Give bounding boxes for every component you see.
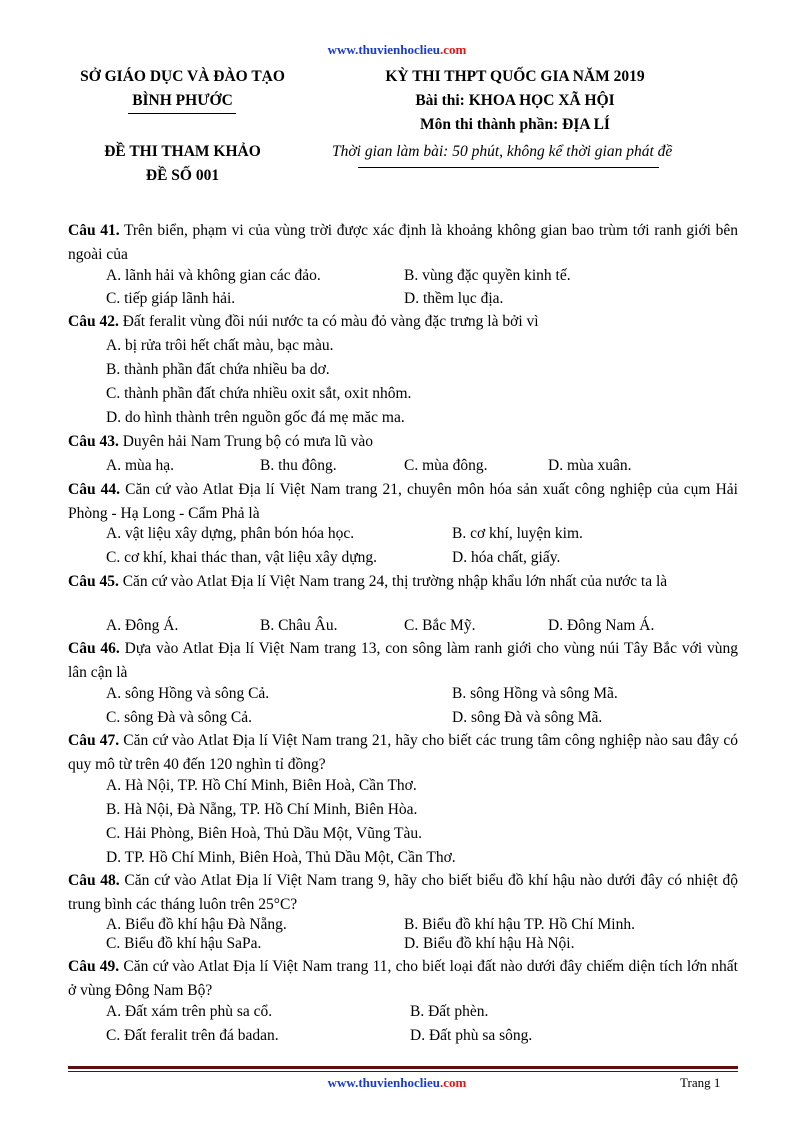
question-label: Câu 42. [68,313,119,330]
option-48-c: C. Biểu đồ khí hậu SaPa. [106,935,262,952]
option-46-d: D. sông Đà và sông Mã. [452,709,603,726]
option-42-a: A. bị rửa trôi hết chất màu, bạc màu. [106,337,334,354]
footer-rule-thin [68,1071,738,1072]
option-46-a: A. sông Hồng và sông Cả. [106,685,270,702]
option-45-b: B. Châu Âu. [260,617,338,634]
option-46-b: B. sông Hồng và sông Mã. [452,685,618,702]
exam-title: KỲ THI THPT QUỐC GIA NĂM 2019 [385,68,645,85]
exam-subject-group: Bài thi: KHOA HỌC XÃ HỘI [415,92,615,109]
option-43-a: A. mùa hạ. [106,457,175,474]
option-49-a: A. Đất xám trên phù sa cổ. [106,1003,273,1020]
question-text: Duyên hải Nam Trung bộ có mưa lũ vào [118,433,374,450]
option-45-a: A. Đông Á. [106,617,179,634]
question-text: Dựa vào Atlat Địa lí Việt Nam trang 13, con sông làm ranh giới cho vùng núi Tây Bắc với vùng lân cận là [68,640,738,681]
exam-number: ĐỀ SỐ 001 [145,167,220,184]
site-url-domain: .com [439,1075,467,1090]
option-44-c: C. cơ khí, khai thác than, vật liệu xây dựng. [106,549,377,566]
question-label: Câu 41. [68,222,120,239]
question-48 [68,869,738,917]
question-label: Câu 44. [68,481,121,498]
question-41 [68,219,738,267]
option-42-d: D. do hình thành trên nguồn gốc đá mẹ măc ma. [106,409,405,426]
option-48-a: A. Biểu đồ khí hậu Đà Nẵng. [106,916,287,933]
option-41-b: B. vùng đặc quyền kinh tế. [404,267,571,284]
time-note: Thời gian làm bài: 50 phút, không kể thời gian phát đề [332,143,673,160]
question-text: Căn cứ vào Atlat Địa lí Việt Nam trang 9, hãy cho biết biểu đồ khí hậu nào dưới đây có nhiệt độ trung bình các tháng luôn trên 25°C? [68,872,738,913]
option-43-c: C. mùa đông. [404,457,488,474]
option-47-d: D. TP. Hồ Chí Minh, Biên Hoà, Thủ Dầu Một, Cần Thơ. [106,849,456,866]
question-text: Trên biển, phạm vi của vùng trời được xác định là khoảng không gian bao trùm tới ranh giới bên ngoài của [68,222,738,263]
option-42-c: C. thành phần đất chứa nhiều oxit sắt, oxit nhôm. [106,385,412,402]
option-45-c: C. Bắc Mỹ. [404,617,476,634]
option-49-c: C. Đất feralit trên đá badan. [106,1027,279,1044]
option-41-d: D. thềm lục địa. [404,290,504,307]
site-url-domain: .com [439,42,467,57]
exam-subject: Môn thi thành phần: ĐỊA LÍ [420,116,610,133]
option-44-d: D. hóa chất, giấy. [452,549,561,566]
site-url-bottom[interactable] [0,1075,794,1091]
option-48-b: B. Biểu đồ khí hậu TP. Hồ Chí Minh. [404,916,635,933]
department-name: SỞ GIÁO DỤC VÀ ĐÀO TẠO [80,68,285,85]
option-47-a: A. Hà Nội, TP. Hồ Chí Minh, Biên Hoà, Cần Thơ. [106,777,417,794]
option-46-c: C. sông Đà và sông Cả. [106,709,252,726]
option-44-b: B. cơ khí, luyện kim. [452,525,583,542]
option-42-b: B. thành phần đất chứa nhiều ba dơ. [106,361,330,378]
option-41-a: A. lãnh hải và không gian các đảo. [106,267,321,284]
exam-type: ĐỀ THI THAM KHẢO [104,143,261,160]
site-url-name: www.thuvienhoclieu [327,1075,440,1090]
question-text: Căn cứ vào Atlat Địa lí Việt Nam trang 24, thị trường nhập khẩu lớn nhất của nước ta là [118,573,668,590]
site-url-name: www.thuvienhoclieu [327,42,440,57]
option-41-c: C. tiếp giáp lãnh hải. [106,290,236,307]
question-label: Câu 43. [68,433,119,450]
question-label: Câu 46. [68,640,120,657]
question-text: Đất feralit vùng đồi núi nước ta có màu đỏ vàng đặc trưng là bởi vì [118,313,539,330]
question-label: Câu 48. [68,872,120,889]
question-text: Căn cứ vào Atlat Địa lí Việt Nam trang 21, chuyên môn hóa sản xuất công nghiệp của cụm Hải Phòng - Hạ Long - Cẩm Phả là [68,481,738,522]
option-49-b: B. Đất phèn. [410,1003,489,1020]
option-48-d: D. Biểu đồ khí hậu Hà Nội. [404,935,575,952]
footer-rule-thick [68,1066,738,1069]
page-number: Trang 1 [680,1075,721,1090]
option-43-d: D. mùa xuân. [548,457,632,474]
question-43 [68,430,738,454]
option-45-d: D. Đông Nam Á. [548,617,655,634]
question-label: Câu 45. [68,573,119,590]
option-49-d: D. Đất phù sa sông. [410,1027,533,1044]
province-underline [128,113,236,114]
question-46 [68,637,738,685]
site-url-top[interactable] [0,42,794,58]
option-44-a: A. vật liệu xây dựng, phân bón hóa học. [106,525,355,542]
question-44 [68,478,738,526]
question-text: Căn cứ vào Atlat Địa lí Việt Nam trang 21, hãy cho biết các trung tâm công nghiệp nào sau đây có quy mô từ trên 40 đến 120 nghìn tỉ đồng? [68,732,738,773]
question-text: Căn cứ vào Atlat Địa lí Việt Nam trang 11, cho biết loại đất nào dưới đây chiếm diện tích lớn nhất ở vùng Đông Nam Bộ? [68,958,738,999]
question-49 [68,955,738,1003]
question-42 [68,310,738,334]
option-47-b: B. Hà Nội, Đà Nẵng, TP. Hồ Chí Minh, Biên Hòa. [106,801,418,818]
question-45 [68,570,738,594]
option-47-c: C. Hải Phòng, Biên Hoà, Thủ Dầu Một, Vũng Tàu. [106,825,423,842]
province-name: BÌNH PHƯỚC [132,92,233,109]
question-label: Câu 47. [68,732,120,749]
option-43-b: B. thu đông. [260,457,337,474]
question-label: Câu 49. [68,958,120,975]
question-47 [68,729,738,777]
time-underline [358,167,659,168]
